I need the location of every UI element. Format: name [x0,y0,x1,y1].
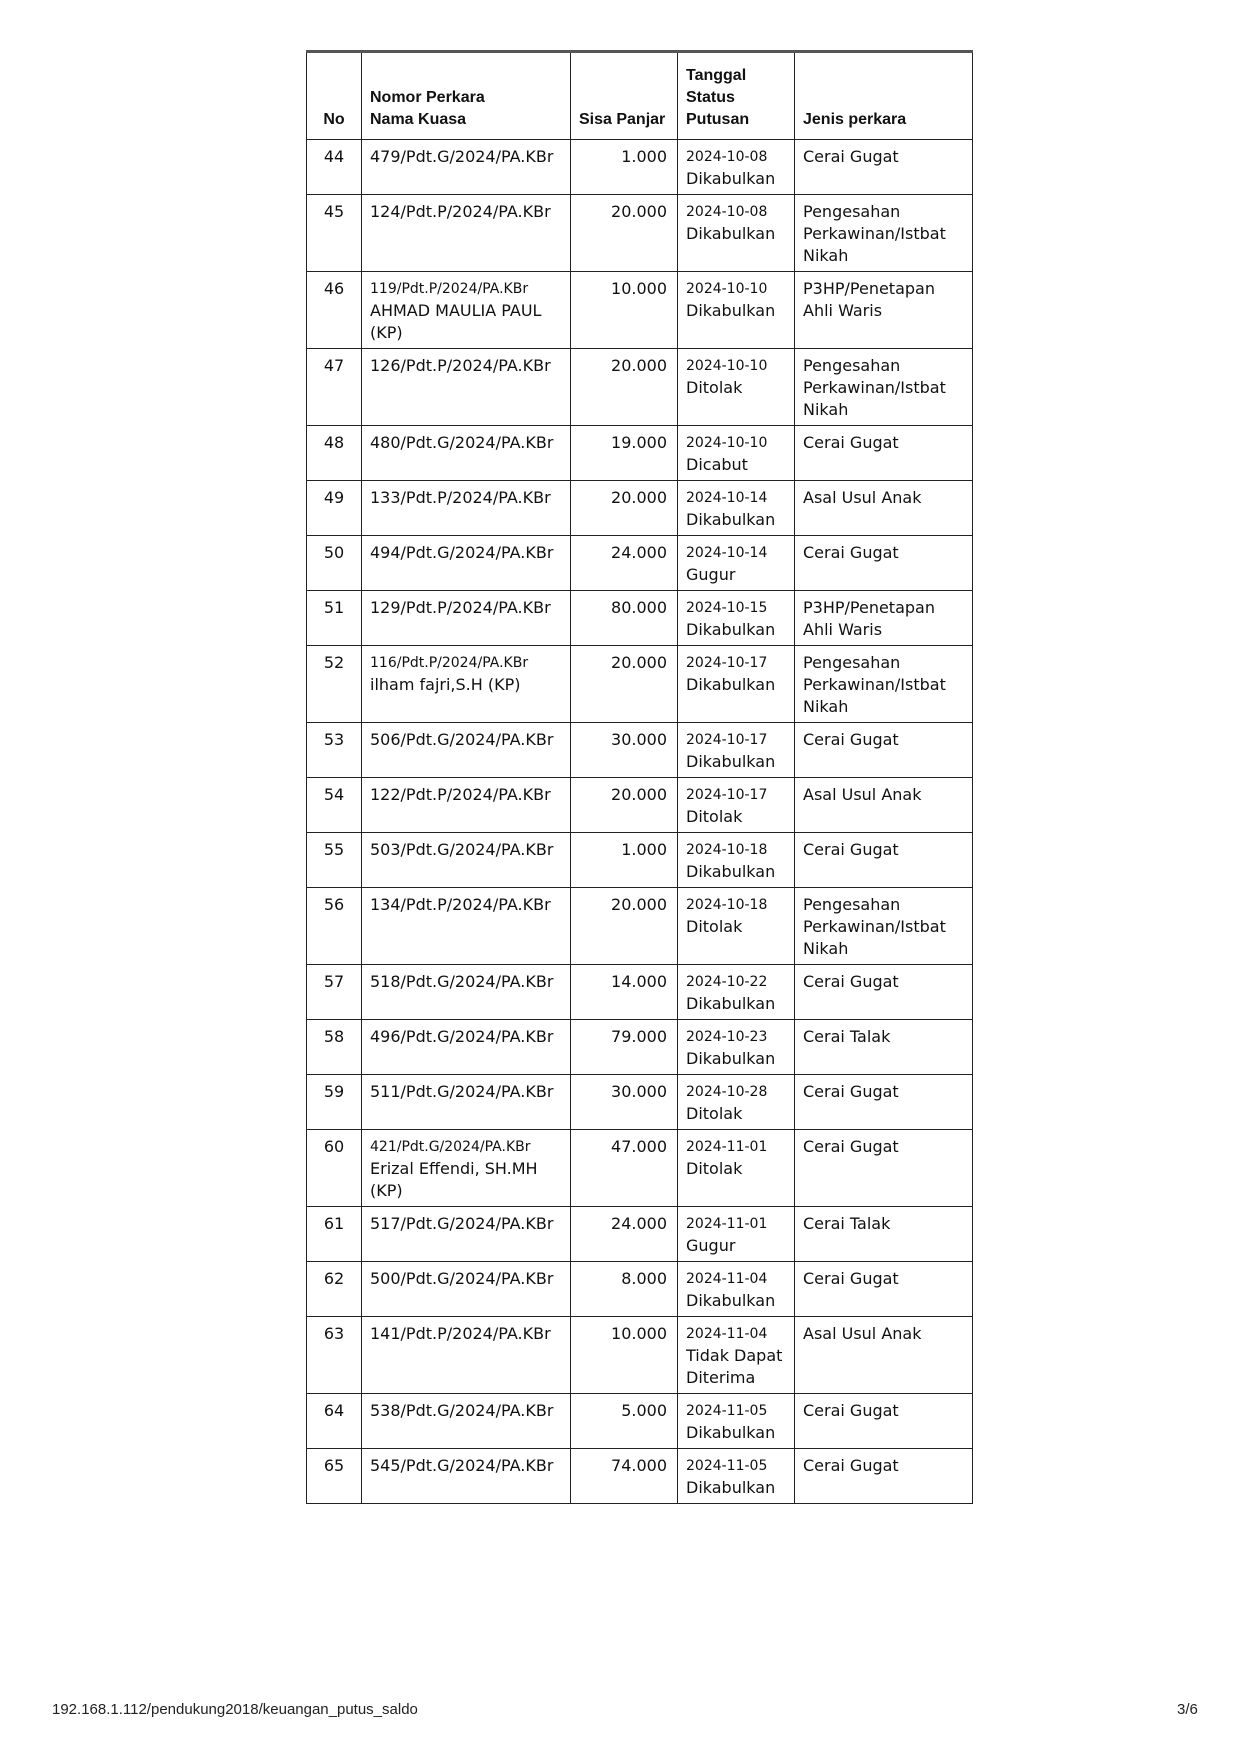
cell-nomor-perkara [362,536,571,591]
cell-nomor-perkara [362,965,571,1020]
nomor-perkara: 480/Pdt.G/2024/PA.KBr [370,433,554,452]
cell-jenis-perkara: Pengesahan Perkawinan/Istbat Nikah [795,646,973,723]
cell-sisa-panjar: 10.000 [571,1317,678,1394]
tanggal-putusan: 2024-10-08 [686,204,768,220]
cell-jenis-perkara: Asal Usul Anak [795,1317,973,1394]
cell-tanggal-status [678,195,795,272]
table-row [307,1020,973,1075]
tanggal-putusan: 2024-10-17 [686,732,768,748]
header-jenis-perkara: Jenis perkara [795,52,973,140]
status-putusan: Dikabulkan [686,1049,776,1068]
status-putusan: Dikabulkan [686,1423,776,1442]
table-row [307,1262,973,1317]
status-putusan: Dikabulkan [686,224,776,243]
footer-url: 192.168.1.112/pendukung2018/keuangan_putus_saldo [52,1701,418,1718]
cell-jenis-perkara: Cerai Gugat [795,140,973,195]
cell-jenis-perkara: Pengesahan Perkawinan/Istbat Nikah [795,195,973,272]
cell-tanggal-status [678,349,795,426]
cell-sisa-panjar: 47.000 [571,1130,678,1207]
cell-tanggal-status [678,965,795,1020]
status-putusan: Dikabulkan [686,510,776,529]
status-putusan: Dikabulkan [686,1478,776,1497]
tanggal-putusan: 2024-11-04 [686,1326,768,1342]
tanggal-putusan: 2024-11-05 [686,1458,768,1474]
nomor-perkara: 122/Pdt.P/2024/PA.KBr [370,785,551,804]
cell-sisa-panjar: 20.000 [571,778,678,833]
cell-jenis-perkara: Cerai Gugat [795,1449,973,1504]
nomor-perkara: 133/Pdt.P/2024/PA.KBr [370,488,551,507]
cell-sisa-panjar: 20.000 [571,888,678,965]
page-number: 3/6 [1177,1701,1198,1718]
cell-sisa-panjar: 1.000 [571,833,678,888]
tanggal-putusan: 2024-10-23 [686,1029,768,1045]
cell-no: 47 [307,349,362,426]
tanggal-putusan: 2024-10-10 [686,435,768,451]
status-putusan: Ditolak [686,917,743,936]
cell-tanggal-status [678,481,795,536]
cell-jenis-perkara: Cerai Talak [795,1207,973,1262]
cell-jenis-perkara: Cerai Gugat [795,723,973,778]
cell-no: 57 [307,965,362,1020]
cell-sisa-panjar: 30.000 [571,723,678,778]
table-row [307,778,973,833]
nomor-perkara: 494/Pdt.G/2024/PA.KBr [370,543,554,562]
status-putusan: Ditolak [686,378,743,397]
cell-nomor-perkara [362,1130,571,1207]
cell-tanggal-status [678,646,795,723]
cell-nomor-perkara [362,140,571,195]
table-row [307,591,973,646]
cell-no: 56 [307,888,362,965]
cell-jenis-perkara: Cerai Talak [795,1020,973,1075]
tanggal-putusan: 2024-11-04 [686,1271,768,1287]
table-row [307,965,973,1020]
nama-kuasa: ilham fajri,S.H (KP) [370,675,521,694]
cell-nomor-perkara [362,426,571,481]
table-row [307,888,973,965]
cell-no: 53 [307,723,362,778]
cell-sisa-panjar: 74.000 [571,1449,678,1504]
cell-no: 52 [307,646,362,723]
cell-jenis-perkara: Cerai Gugat [795,1394,973,1449]
cell-tanggal-status [678,778,795,833]
status-putusan: Ditolak [686,1104,743,1123]
tanggal-putusan: 2024-10-17 [686,787,768,803]
status-putusan: Dikabulkan [686,675,776,694]
status-putusan: Dikabulkan [686,1291,776,1310]
cell-nomor-perkara [362,778,571,833]
cell-no: 45 [307,195,362,272]
nomor-perkara: 119/Pdt.P/2024/PA.KBr [370,281,529,297]
tanggal-putusan: 2024-10-14 [686,490,768,506]
nomor-perkara: 134/Pdt.P/2024/PA.KBr [370,895,551,914]
nomor-perkara: 479/Pdt.G/2024/PA.KBr [370,147,554,166]
table-row [307,349,973,426]
table-row [307,1449,973,1504]
status-putusan: Tidak Dapat Diterima [686,1346,783,1387]
cell-jenis-perkara: Asal Usul Anak [795,481,973,536]
table-row [307,426,973,481]
cell-no: 63 [307,1317,362,1394]
cell-nomor-perkara [362,1317,571,1394]
cell-nomor-perkara [362,1075,571,1130]
header-no: No [307,52,362,140]
status-putusan: Dikabulkan [686,301,776,320]
status-putusan: Gugur [686,1236,736,1255]
tanggal-putusan: 2024-10-22 [686,974,768,990]
cell-sisa-panjar: 19.000 [571,426,678,481]
tanggal-putusan: 2024-11-05 [686,1403,768,1419]
cell-sisa-panjar: 79.000 [571,1020,678,1075]
nomor-perkara: 517/Pdt.G/2024/PA.KBr [370,1214,554,1233]
nomor-perkara: 116/Pdt.P/2024/PA.KBr [370,655,529,671]
cell-tanggal-status [678,536,795,591]
cell-sisa-panjar: 24.000 [571,536,678,591]
cell-sisa-panjar: 14.000 [571,965,678,1020]
cell-no: 61 [307,1207,362,1262]
header-tanggal-status: Tanggal Status Putusan [678,52,795,140]
cell-nomor-perkara [362,1262,571,1317]
cell-no: 49 [307,481,362,536]
cell-jenis-perkara: Cerai Gugat [795,1075,973,1130]
cell-tanggal-status [678,1449,795,1504]
nomor-perkara: 421/Pdt.G/2024/PA.KBr [370,1139,531,1155]
nama-kuasa: AHMAD MAULIA PAUL (KP) [370,301,542,342]
cell-jenis-perkara: P3HP/Penetapan Ahli Waris [795,591,973,646]
cell-sisa-panjar: 24.000 [571,1207,678,1262]
tanggal-putusan: 2024-10-18 [686,842,768,858]
cell-no: 44 [307,140,362,195]
status-putusan: Dikabulkan [686,169,776,188]
table-row [307,1075,973,1130]
nomor-perkara: 141/Pdt.P/2024/PA.KBr [370,1324,551,1343]
table-row [307,646,973,723]
nomor-perkara: 124/Pdt.P/2024/PA.KBr [370,202,551,221]
table-row [307,481,973,536]
cell-nomor-perkara [362,723,571,778]
case-table [306,50,973,1504]
cell-jenis-perkara: Asal Usul Anak [795,778,973,833]
nomor-perkara: 538/Pdt.G/2024/PA.KBr [370,1401,554,1420]
nomor-perkara: 518/Pdt.G/2024/PA.KBr [370,972,554,991]
cell-tanggal-status [678,888,795,965]
cell-nomor-perkara [362,1020,571,1075]
nomor-perkara: 506/Pdt.G/2024/PA.KBr [370,730,554,749]
nama-kuasa: Erizal Effendi, SH.MH (KP) [370,1159,538,1200]
table-row [307,723,973,778]
cell-sisa-panjar: 20.000 [571,481,678,536]
cell-no: 62 [307,1262,362,1317]
table-row [307,1130,973,1207]
cell-nomor-perkara [362,272,571,349]
cell-nomor-perkara [362,195,571,272]
tanggal-putusan: 2024-10-10 [686,281,768,297]
cell-nomor-perkara [362,481,571,536]
tanggal-putusan: 2024-10-17 [686,655,768,671]
table-row [307,272,973,349]
cell-sisa-panjar: 20.000 [571,349,678,426]
tanggal-putusan: 2024-10-28 [686,1084,768,1100]
status-putusan: Ditolak [686,807,743,826]
cell-tanggal-status [678,1394,795,1449]
cell-tanggal-status [678,1207,795,1262]
cell-sisa-panjar: 20.000 [571,646,678,723]
cell-jenis-perkara: Cerai Gugat [795,833,973,888]
header-sisa-panjar: Sisa Panjar [571,52,678,140]
status-putusan: Dikabulkan [686,862,776,881]
cell-no: 48 [307,426,362,481]
cell-sisa-panjar: 30.000 [571,1075,678,1130]
tanggal-putusan: 2024-10-15 [686,600,768,616]
cell-tanggal-status [678,1262,795,1317]
table-row [307,833,973,888]
cell-tanggal-status [678,591,795,646]
cell-tanggal-status [678,426,795,481]
cell-nomor-perkara [362,646,571,723]
cell-nomor-perkara [362,1394,571,1449]
cell-no: 64 [307,1394,362,1449]
cell-no: 51 [307,591,362,646]
nomor-perkara: 511/Pdt.G/2024/PA.KBr [370,1082,554,1101]
tanggal-putusan: 2024-10-08 [686,149,768,165]
cell-no: 59 [307,1075,362,1130]
table-row [307,536,973,591]
status-putusan: Dikabulkan [686,752,776,771]
tanggal-putusan: 2024-10-18 [686,897,768,913]
status-putusan: Ditolak [686,1159,743,1178]
cell-nomor-perkara [362,1449,571,1504]
cell-sisa-panjar: 80.000 [571,591,678,646]
cell-sisa-panjar: 1.000 [571,140,678,195]
cell-jenis-perkara: Pengesahan Perkawinan/Istbat Nikah [795,349,973,426]
cell-nomor-perkara [362,833,571,888]
nomor-perkara: 503/Pdt.G/2024/PA.KBr [370,840,554,859]
status-putusan: Gugur [686,565,736,584]
cell-nomor-perkara [362,349,571,426]
cell-no: 65 [307,1449,362,1504]
table-row [307,1207,973,1262]
cell-jenis-perkara: Cerai Gugat [795,965,973,1020]
cell-no: 50 [307,536,362,591]
cell-sisa-panjar: 20.000 [571,195,678,272]
cell-no: 58 [307,1020,362,1075]
table-row [307,195,973,272]
cell-no: 54 [307,778,362,833]
cell-tanggal-status [678,1075,795,1130]
cell-no: 60 [307,1130,362,1207]
cell-no: 55 [307,833,362,888]
cell-tanggal-status [678,140,795,195]
cell-nomor-perkara [362,1207,571,1262]
tanggal-putusan: 2024-11-01 [686,1216,768,1232]
table-row [307,1394,973,1449]
cell-tanggal-status [678,1317,795,1394]
cell-sisa-panjar: 10.000 [571,272,678,349]
cell-tanggal-status [678,833,795,888]
status-putusan: Dicabut [686,455,748,474]
cell-no: 46 [307,272,362,349]
cell-tanggal-status [678,1130,795,1207]
cell-tanggal-status [678,272,795,349]
tanggal-putusan: 2024-11-01 [686,1139,768,1155]
cell-sisa-panjar: 5.000 [571,1394,678,1449]
nomor-perkara: 129/Pdt.P/2024/PA.KBr [370,598,551,617]
table-header-row [307,52,973,140]
cell-jenis-perkara: Cerai Gugat [795,1262,973,1317]
cell-jenis-perkara: Pengesahan Perkawinan/Istbat Nikah [795,888,973,965]
status-putusan: Dikabulkan [686,620,776,639]
table-row [307,140,973,195]
header-nomor-perkara: Nomor Perkara Nama Kuasa [362,52,571,140]
cell-sisa-panjar: 8.000 [571,1262,678,1317]
nomor-perkara: 500/Pdt.G/2024/PA.KBr [370,1269,554,1288]
nomor-perkara: 126/Pdt.P/2024/PA.KBr [370,356,551,375]
tanggal-putusan: 2024-10-10 [686,358,768,374]
cell-jenis-perkara: Cerai Gugat [795,536,973,591]
tanggal-putusan: 2024-10-14 [686,545,768,561]
nomor-perkara: 545/Pdt.G/2024/PA.KBr [370,1456,554,1475]
cell-nomor-perkara [362,888,571,965]
cell-jenis-perkara: Cerai Gugat [795,1130,973,1207]
table-row [307,1317,973,1394]
cell-nomor-perkara [362,591,571,646]
status-putusan: Dikabulkan [686,994,776,1013]
nomor-perkara: 496/Pdt.G/2024/PA.KBr [370,1027,554,1046]
cell-jenis-perkara: P3HP/Penetapan Ahli Waris [795,272,973,349]
cell-jenis-perkara: Cerai Gugat [795,426,973,481]
cell-tanggal-status [678,1020,795,1075]
cell-tanggal-status [678,723,795,778]
